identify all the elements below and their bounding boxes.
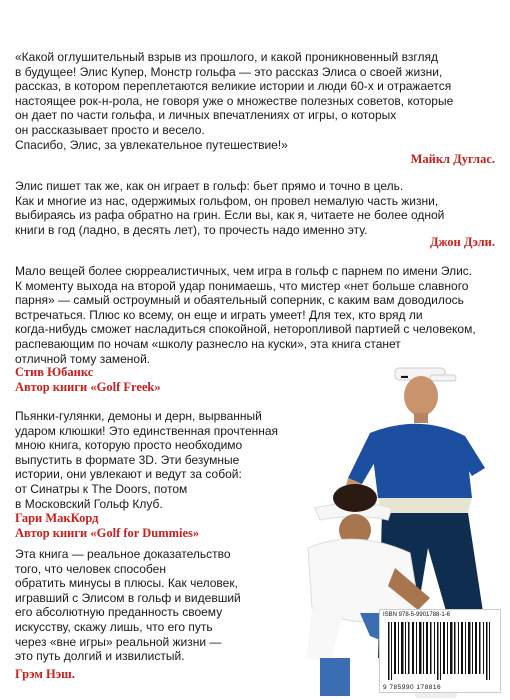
quote-line: книги в год (ладно, в десять лет), то прочесть надо именно эту. [15, 222, 368, 237]
quote-line: в будущее! Элис Купер, Монстр гольфа — это рассказ Элиса о своей жизни, [15, 64, 443, 79]
quote-line: встречаться. Плюс ко всему, он еще и играть умеет! Для тех, кто вряд ли [15, 307, 423, 322]
barcode-bars [386, 622, 492, 680]
author-douglas: Майкл Дуглас. [410, 152, 495, 166]
author-credit: Автор книги «Golf Freek» [15, 380, 161, 394]
quote-line: когда-нибудь сможет насладиться спокойной, неторопливой партией с человеком, [15, 322, 476, 337]
quote-line: Эта книга — реальное доказательство [15, 547, 231, 561]
quote-nash [15, 547, 305, 664]
quote-line: Пьянки-гулянки, демоны и дерн, вырванный [15, 409, 262, 423]
isbn-text: ISBN 978-5-9901788-1-6 [383, 612, 451, 618]
quote-line: обратить минусы в плюсы. Как человек, [15, 576, 238, 591]
quote-line: распевающим по ночам «школу разнесло на куски», эта книга станет [15, 336, 401, 351]
quote-line: рассказ, в котором переплетаются великие истории и люди 60-х и отражается [15, 79, 452, 94]
quote-line: Мало вещей более сюрреалистичных, чем игра в гольф с парнем по имени Элис. [15, 264, 473, 278]
quote-line: ударом клюшки! Это единственная прочтенная [15, 423, 279, 438]
quote-line: отличной тому заменой. [15, 351, 151, 366]
quote-line: Как и многие из нас, одержимых гольфом, он провел немалую часть жизни, [15, 193, 439, 208]
quote-line: Спасибо, Элис, за увлекательное путешествие!» [15, 137, 288, 152]
author-eubanks [15, 365, 161, 395]
quote-line: искусству, скажу лишь, что его путь [15, 619, 213, 634]
barcode-digits: 9 785990 178816 [383, 684, 442, 691]
quote-line: настоящее рок-н-рола, не говоря уже о множестве полезных советов, которые [15, 93, 454, 108]
quote-eubanks [15, 264, 476, 366]
quote-line: игравший с Элисом в гольф и видевший [15, 590, 241, 605]
author-name: Гари МакКорд [15, 511, 99, 525]
author-credit: Автор книги «Golf for Dummies» [15, 526, 200, 540]
quote-line: это путь долгий и извилистый. [15, 649, 185, 664]
quote-mccord [15, 409, 305, 511]
quote-line: от Синатры к The Doors, потом [15, 481, 188, 496]
quote-line: Элис пишет так же, как он играет в гольф: бьет прямо и точно в цель. [15, 179, 404, 193]
quote-line: он рассказывает просто и весело. [15, 122, 205, 137]
quote-line: выбираясь из рафа обратно на грин. Если вы, как я, читаете не более одной [15, 208, 445, 223]
author-name: Стив Юбанкс [15, 365, 94, 379]
quote-line: выпустить в формате 3D. Эти безумные [15, 452, 240, 467]
quote-line: он дает по части гольфа, и личных впечатлениях от игры, о которых [15, 108, 397, 123]
quote-line: парня» — самый остроумный и обаятельный соперник, с каким вам доводилось [15, 293, 464, 308]
author-nash: Грэм Нэш. [15, 667, 75, 681]
barcode [379, 609, 501, 693]
quote-line: в Московский Гольф Клуб. [15, 496, 163, 511]
quote-line: К моменту выхода на второй удар понимаешь, что мистер «нет больше славного [15, 278, 469, 293]
author-daly: Джон Дэли. [429, 235, 495, 249]
quote-line: через «вне игры» реальной жизни — [15, 634, 222, 649]
author-mccord [15, 511, 199, 541]
quote-line: того, что человек способен [15, 561, 166, 576]
quote-line: истории, они увлекают и ведут за собой: [15, 467, 242, 482]
quote-line: «Какой оглушительный взрыв из прошлого, и какой проникновенный взгляд [15, 50, 438, 64]
svg-text:▬: ▬ [401, 373, 408, 380]
quote-line: мною книга, которую просто необходимо [15, 438, 243, 453]
quote-line: его абсолютную преданность своему [15, 605, 223, 620]
quote-douglas [15, 50, 453, 152]
quote-daly [15, 179, 444, 237]
